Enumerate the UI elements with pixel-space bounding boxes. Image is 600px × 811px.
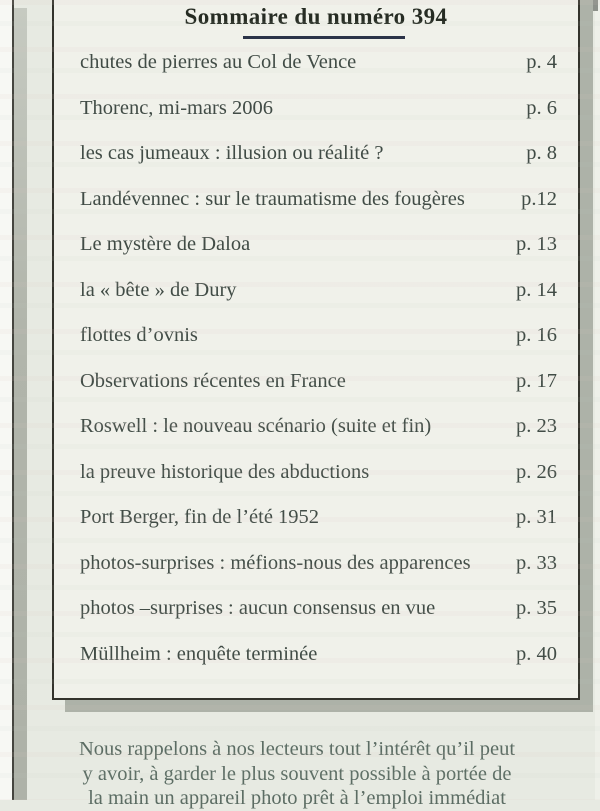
toc-row [54, 131, 578, 177]
toc-list [54, 40, 578, 677]
toc-entry-label: la preuve historique des abductions [80, 460, 370, 483]
footer-note-line: y avoir, à garder le plus souvent possible à portée de [82, 762, 512, 785]
toc-row [54, 313, 578, 359]
toc-entry-page: p. 17 [516, 369, 557, 392]
scan-top-right-mark [592, 0, 598, 11]
toc-entry-label: photos –surprises : aucun consensus en vue [80, 597, 436, 620]
toc-entry-page: p. 33 [516, 551, 557, 574]
toc-entry-label: Landévennec : sur le traumatisme des fougères [80, 187, 465, 210]
toc-entry-label: la « bête » de Dury [80, 278, 237, 301]
toc-entry-page: p. 31 [516, 506, 557, 529]
scan-right-page-edge [595, 0, 600, 800]
scan-left-shadow-bar [14, 8, 27, 800]
toc-row [54, 495, 578, 541]
toc-row [54, 86, 578, 132]
toc-entry-page: p. 13 [516, 233, 557, 256]
scan-left-page-edge [0, 0, 12, 800]
toc-row [54, 541, 578, 587]
footer-note [0, 737, 594, 811]
toc-entry-page: p. 14 [516, 278, 557, 301]
toc-entry-page: p.12 [521, 187, 557, 210]
toc-entry-page: p. 8 [526, 142, 557, 165]
title-underline [243, 36, 405, 39]
toc-entry-label: Port Berger, fin de l’été 1952 [80, 506, 320, 529]
toc-entry-label: Müllheim : enquête terminée [80, 642, 318, 665]
toc-row [54, 359, 578, 405]
toc-entry-label: Observations récentes en France [80, 369, 346, 392]
toc-row [54, 268, 578, 314]
toc-row [54, 40, 578, 86]
toc-entry-page: p. 35 [516, 597, 557, 620]
toc-row [54, 222, 578, 268]
footer-note-line: Nous rappelons à nos lecteurs tout l’intérêt qu’il peut [78, 738, 516, 760]
toc-entry-label: Le mystère de Daloa [80, 233, 251, 256]
toc-entry-label: photos-surprises : méfions-nous des apparences [80, 551, 471, 574]
toc-entry-page: p. 4 [526, 51, 557, 74]
toc-row [54, 404, 578, 450]
toc-row [54, 177, 578, 223]
summary-title: Sommaire du numéro 394 [184, 4, 448, 29]
toc-entry-label: Thorenc, mi-mars 2006 [80, 96, 273, 119]
toc-row [54, 586, 578, 632]
summary-box [52, 0, 580, 700]
toc-entry-page: p. 26 [516, 460, 557, 483]
toc-entry-page: p. 16 [516, 324, 557, 347]
toc-entry-label: flottes d’ovnis [80, 324, 198, 347]
toc-entry-label: les cas jumeaux : illusion ou réalité ? [80, 142, 384, 165]
toc-row [54, 450, 578, 496]
footer-note-line: la main un appareil photo prêt à l’emploi immédiat [88, 787, 506, 809]
toc-entry-page: p. 23 [516, 415, 557, 438]
toc-row [54, 632, 578, 678]
toc-entry-label: Roswell : le nouveau scénario (suite et fin) [80, 415, 432, 438]
toc-entry-page: p. 40 [516, 642, 557, 665]
toc-entry-page: p. 6 [526, 96, 557, 119]
toc-entry-label: chutes de pierres au Col de Vence [80, 51, 357, 74]
